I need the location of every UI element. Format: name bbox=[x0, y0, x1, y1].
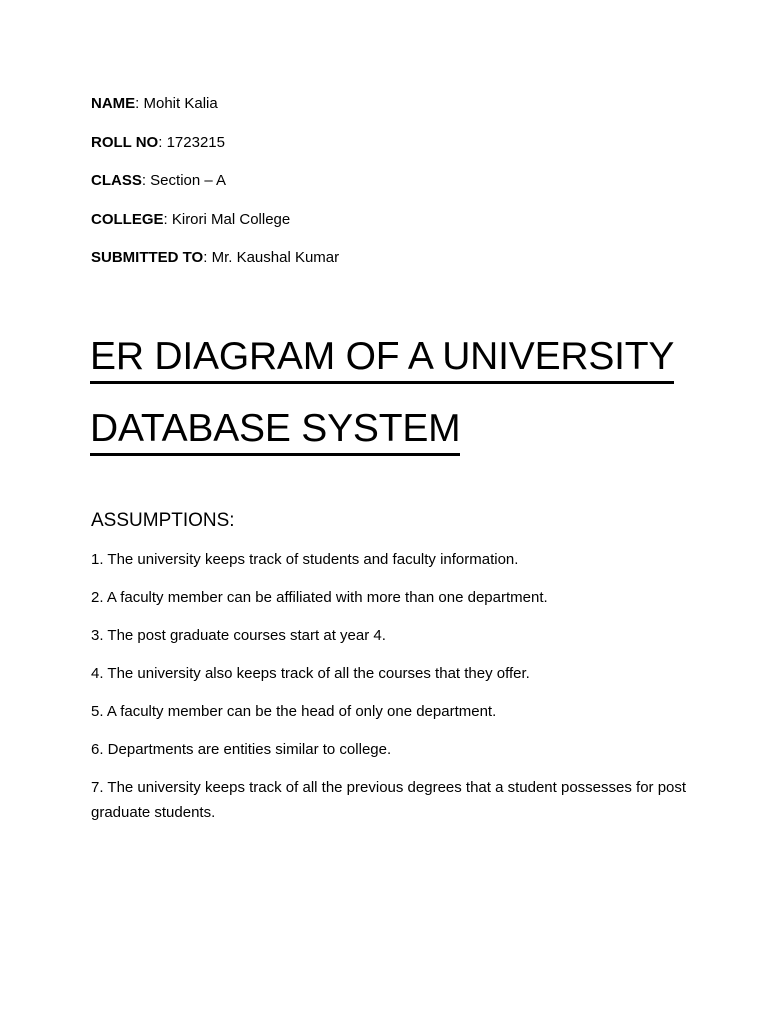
college-label: COLLEGE bbox=[91, 210, 164, 228]
assumption-item-5: 5. A faculty member can be the head of only one department. bbox=[91, 703, 497, 720]
class-value: : Section – A bbox=[141, 172, 227, 189]
name-label: NAME bbox=[91, 95, 136, 112]
assumptions-heading: ASSUMPTIONS: bbox=[91, 510, 235, 531]
name-line bbox=[91, 93, 691, 115]
assumption-item-7: 7. The university keeps track of all the previous degrees that a student possesses for post graduate students. bbox=[91, 779, 687, 821]
name-value: : Mohit Kalia bbox=[135, 95, 218, 112]
submitted-to-label: SUBMITTED TO bbox=[91, 249, 204, 266]
roll-no-label: ROLL NO bbox=[91, 133, 159, 151]
class-label: CLASS bbox=[91, 172, 142, 189]
student-info-block bbox=[91, 93, 691, 286]
assumption-item-1: 1. The university keeps track of students and faculty information. bbox=[91, 551, 519, 568]
college-value: : Kirori Mal College bbox=[163, 210, 291, 228]
submitted-to-line bbox=[91, 247, 691, 269]
title-line-2: DATABASE SYSTEM bbox=[90, 405, 460, 456]
roll-no-value: : 1723215 bbox=[158, 133, 225, 151]
assumption-item-3: 3. The post graduate courses start at year 4. bbox=[91, 627, 386, 644]
assumption-item-4: 4. The university also keeps track of all the courses that they offer. bbox=[91, 665, 530, 682]
roll-no-line bbox=[91, 132, 691, 154]
title-line-1: ER DIAGRAM OF A UNIVERSITY bbox=[90, 333, 674, 384]
document-title bbox=[90, 326, 690, 470]
assumption-item-2: 2. A faculty member can be affiliated with more than one department. bbox=[91, 589, 548, 606]
college-line bbox=[91, 209, 691, 231]
assumption-item-6: 6. Departments are entities similar to college. bbox=[91, 741, 392, 758]
assumptions-section bbox=[91, 508, 711, 838]
submitted-to-value: : Mr. Kaushal Kumar bbox=[203, 249, 340, 266]
class-line bbox=[91, 170, 691, 192]
